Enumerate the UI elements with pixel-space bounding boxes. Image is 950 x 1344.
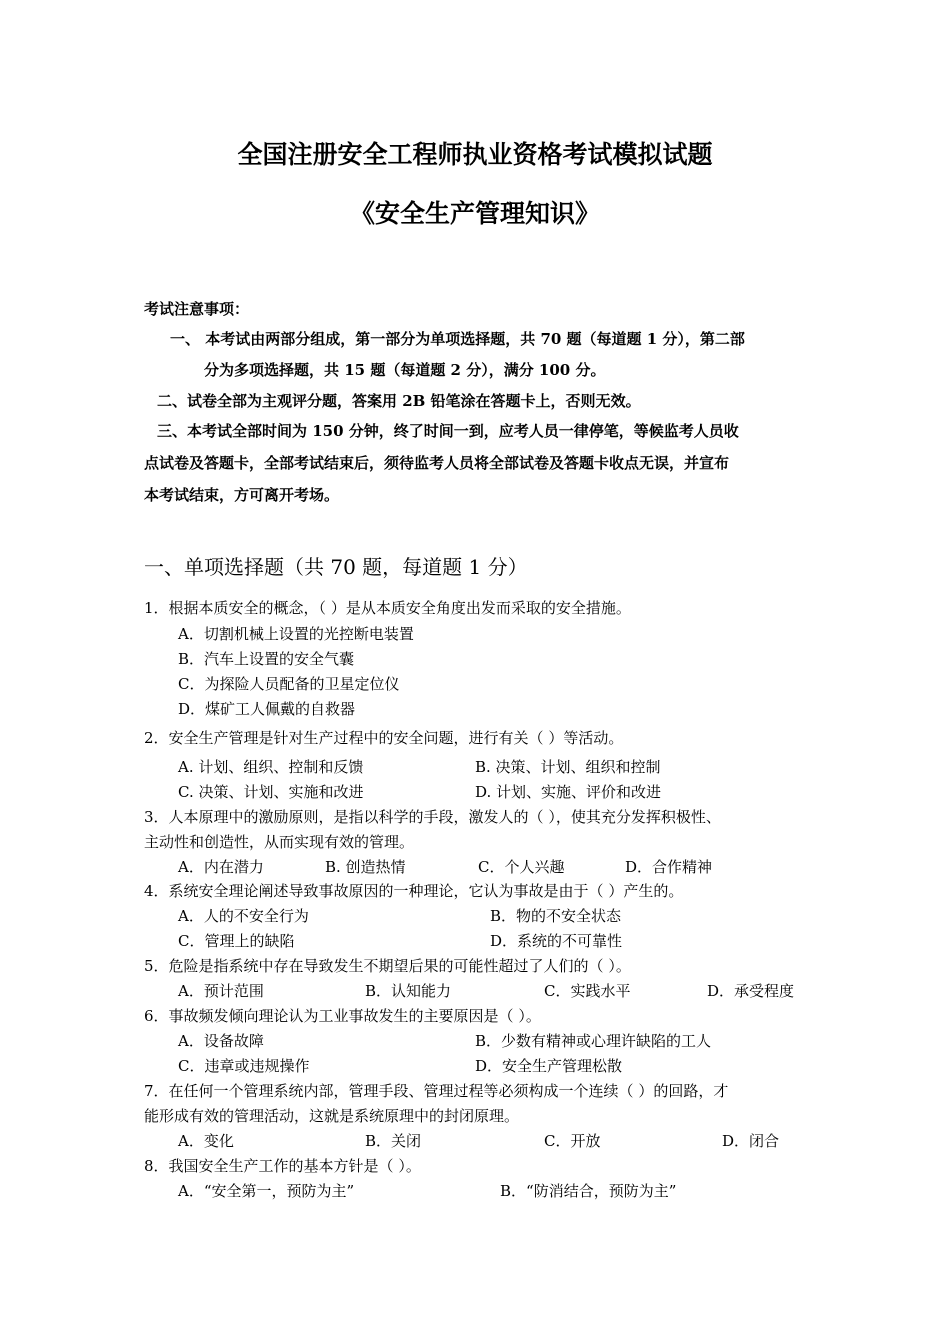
option-b: B．“防消结合，预防为主”	[500, 1182, 677, 1200]
option-d: D. 计划、实施、评价和改进	[475, 783, 662, 801]
option-b: B. 创造热情	[325, 858, 406, 876]
question-stem: 4．系统安全理论阐述导致事故原因的一种理论，它认为事故是由于（ ）产生的。	[144, 882, 684, 900]
question-stem-continued: 主动性和创造性，从而实现有效的管理。	[144, 833, 415, 851]
question-stem: 2．安全生产管理是针对生产过程中的安全问题，进行有关（ ）等活动。	[144, 729, 624, 747]
option-c: C．开放	[544, 1132, 601, 1150]
option-d: D．闭合	[722, 1132, 780, 1150]
option-c: C．为探险人员配备的卫星定位仪	[178, 675, 400, 693]
option-a: A．设备故障	[178, 1032, 264, 1050]
option-c: C．个人兴趣	[478, 858, 565, 876]
option-c: C. 决策、计划、实施和改进	[178, 783, 364, 801]
page-subtitle: 《安全生产管理知识》	[349, 199, 600, 228]
note-item-1-line-2: 分为多项选择题，共 15 题（每道题 2 分），满分 100 分。	[204, 361, 606, 379]
option-a: A．变化	[178, 1132, 234, 1150]
option-a: A. 计划、组织、控制和反馈	[178, 758, 364, 776]
question-stem: 1．根据本质安全的概念，（ ）是从本质安全角度出发而采取的安全措施。	[144, 599, 631, 617]
option-d: D．合作精神	[625, 858, 713, 876]
option-d: D．煤矿工人佩戴的自救器	[178, 700, 356, 718]
option-d: D．承受程度	[707, 982, 795, 1000]
notes-heading: 考试注意事项：	[144, 300, 250, 318]
page-title: 全国注册安全工程师执业资格考试模拟试题	[237, 140, 713, 169]
note-item-2: 二、试卷全部为主观评分题，答案用 2B 铅笔涂在答题卡上，否则无效。	[157, 392, 641, 410]
note-item-1-line-1: 一、 本考试由两部分组成，第一部分为单项选择题，共 70 题（每道题 1 分），第二部	[170, 330, 745, 348]
option-a: A．人的不安全行为	[178, 907, 309, 925]
option-b: B．汽车上设置的安全气囊	[178, 650, 355, 668]
question-stem: 8．我国安全生产工作的基本方针是（ ）。	[144, 1157, 421, 1175]
question-stem: 5．危险是指系统中存在导致发生不期望后果的可能性超过了人们的（ ）。	[144, 957, 631, 975]
question-stem: 6．事故频发倾向理论认为工业事故发生的主要原因是（ ）。	[144, 1007, 541, 1025]
option-c: C．管理上的缺陷	[178, 932, 295, 950]
option-a: A．切割机械上设置的光控断电装置	[178, 625, 414, 643]
note-item-3-line-3: 本考试结束，方可离开考场。	[144, 486, 340, 504]
note-item-3-line-1: 三、本考试全部时间为 150 分钟，终了时间一到，应考人员一律停笔，等候监考人员收	[157, 422, 739, 440]
option-b: B．认知能力	[365, 982, 452, 1000]
note-item-3-line-2: 点试卷及答题卡，全部考试结束后，须待监考人员将全部试卷及答题卡收点无误，并宣布	[144, 454, 730, 472]
question-stem: 3．人本原理中的激励原则，是指以科学的手段，激发人的（ ），使其充分发挥积极性、	[144, 808, 721, 826]
option-b: B．少数有精神或心理许缺陷的工人	[475, 1032, 712, 1050]
option-d: D．系统的不可靠性	[490, 932, 623, 950]
option-d: D．安全生产管理松散	[475, 1057, 623, 1075]
option-b: B．物的不安全状态	[490, 907, 622, 925]
option-b: B. 决策、计划、组织和控制	[475, 758, 661, 776]
question-stem: 7．在任何一个管理系统内部，管理手段、管理过程等必须构成一个连续（ ）的回路，才	[144, 1082, 729, 1100]
question-stem-continued: 能形成有效的管理活动，这就是系统原理中的封闭原理。	[144, 1107, 520, 1125]
option-a: A．预计范围	[178, 982, 264, 1000]
option-c: C．违章或违规操作	[178, 1057, 310, 1075]
option-c: C．实践水平	[544, 982, 631, 1000]
option-a: A．内在潜力	[178, 858, 264, 876]
option-b: B．关闭	[365, 1132, 422, 1150]
option-a: A．“安全第一，预防为主”	[178, 1182, 355, 1200]
section-title: 一、单项选择题（共 70 题，每道题 1 分）	[144, 555, 528, 579]
